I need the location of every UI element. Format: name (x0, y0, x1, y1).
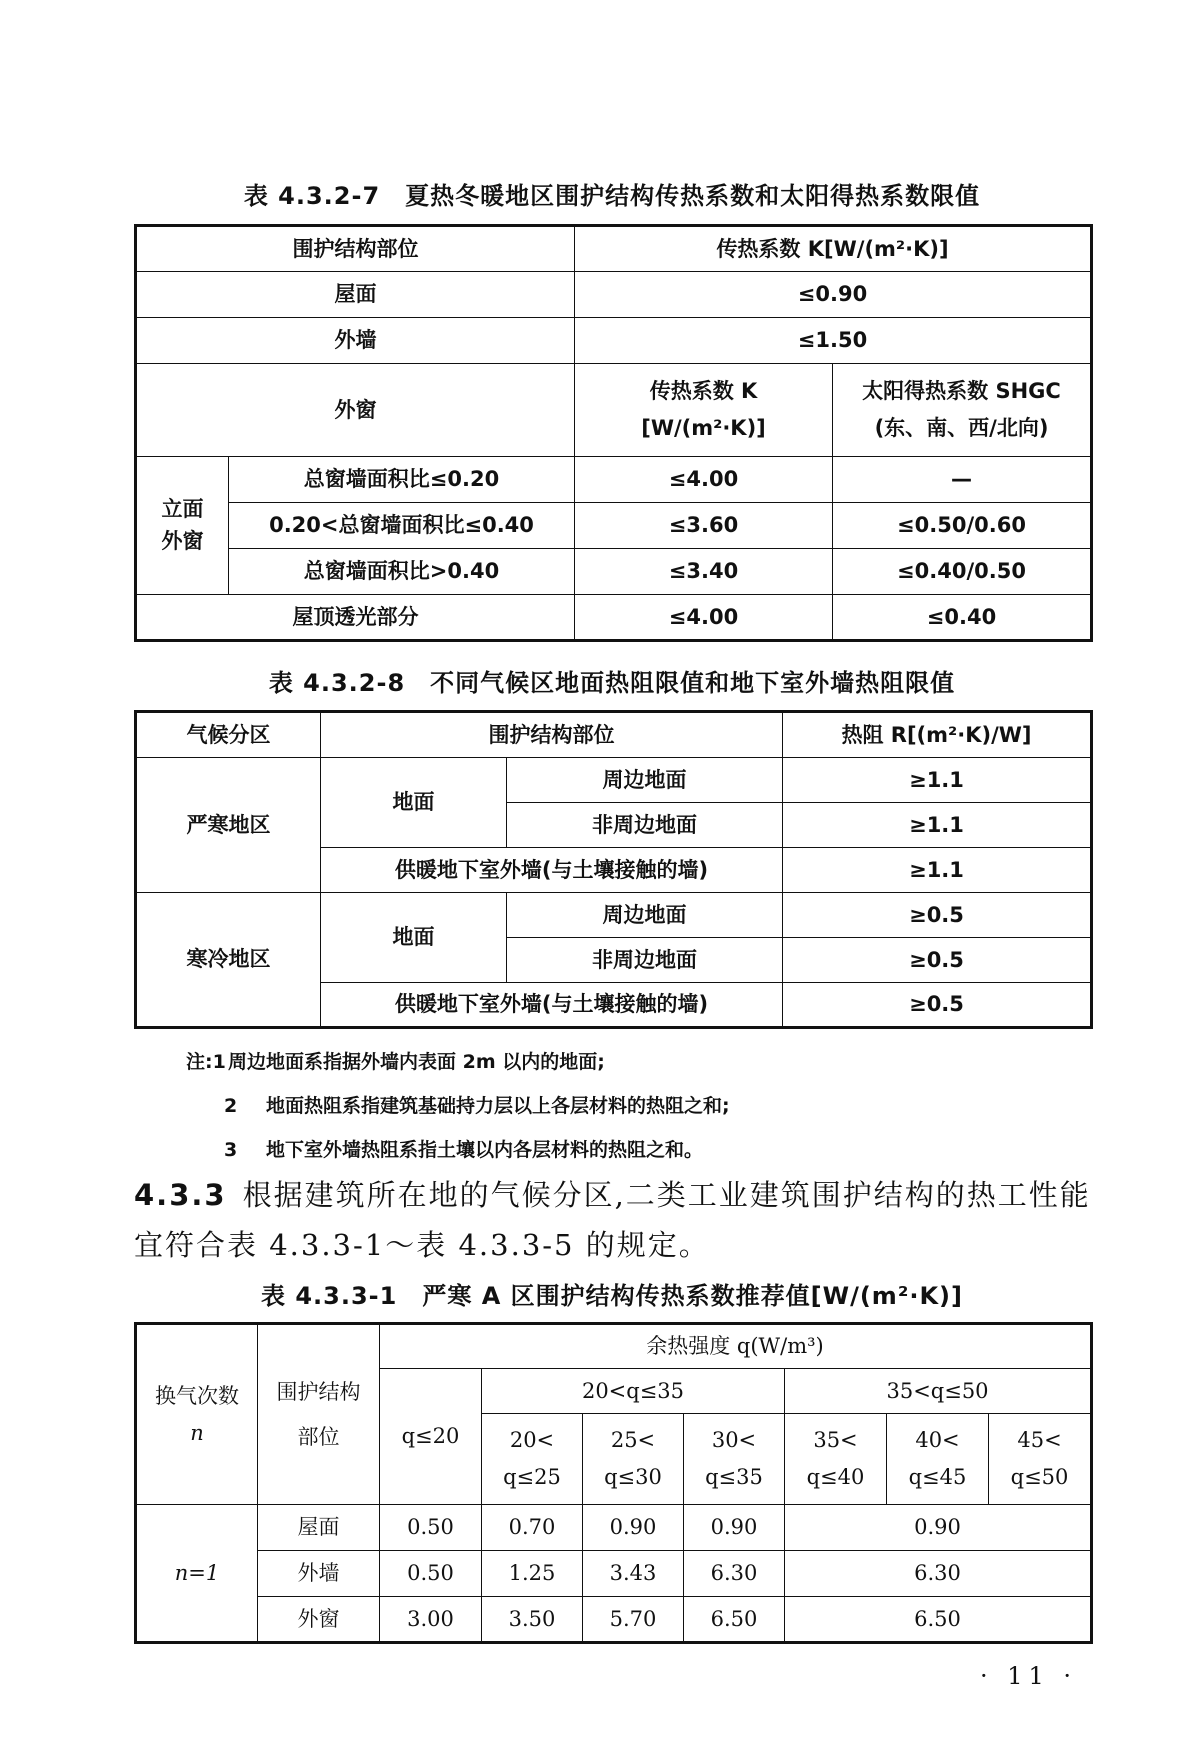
clause-4-3-3 (134, 1170, 1094, 1270)
part-label: 外窗 (258, 1597, 380, 1643)
basement-r: ≥1.1 (783, 848, 1092, 893)
window-label: 外窗 (136, 364, 575, 457)
basement-label: 供暖地下室外墙(与土壤接触的墙) (321, 848, 783, 893)
table-4-3-2-7 (134, 224, 1093, 642)
perimeter-label: 周边地面 (507, 893, 783, 938)
wall-value: ≤1.50 (575, 318, 1092, 364)
table-4-3-2-8 (134, 710, 1093, 1029)
header-sub-range: 40< q≤45 (887, 1414, 989, 1505)
basement-r: ≥0.5 (783, 983, 1092, 1028)
ratio-row-label: 总窗墙面积比>0.40 (229, 549, 575, 595)
window-k-header: 传热系数 K [W/(m²·K)] (575, 364, 833, 457)
value-cell: 0.50 (380, 1551, 482, 1597)
ratio-row-label: 总窗墙面积比≤0.20 (229, 457, 575, 503)
basement-label: 供暖地下室外墙(与土壤接触的墙) (321, 983, 783, 1028)
value-cell: 3.50 (482, 1597, 583, 1643)
header-sub-range: 35< q≤40 (785, 1414, 887, 1505)
header-part: 围护结构部位 (321, 712, 783, 758)
ratio-row-shgc: ≤0.50/0.60 (833, 503, 1092, 549)
value-cell: 6.30 (684, 1551, 785, 1597)
header-sub-range: 20< q≤25 (482, 1414, 583, 1505)
header-group2: 35<q≤50 (785, 1369, 1092, 1414)
zone-label: 严寒地区 (136, 758, 321, 893)
value-cell: 3.43 (583, 1551, 684, 1597)
facade-window-label: 立面外窗 (136, 457, 229, 595)
nonperimeter-r: ≥1.1 (783, 803, 1092, 848)
ratio-row-label: 0.20<总窗墙面积比≤0.40 (229, 503, 575, 549)
merged-value-cell: 6.50 (785, 1597, 1092, 1643)
header-part: 围护结构部位 (258, 1324, 380, 1505)
wall-label: 外墙 (136, 318, 575, 364)
table3-caption: 表 4.3.3-1 严寒 A 区围护结构传热系数推荐值[W/(m²·K)] (261, 1282, 963, 1310)
perimeter-r: ≥1.1 (783, 758, 1092, 803)
ratio-row-k: ≤3.60 (575, 503, 833, 549)
page-number: · 11 · (980, 1662, 1078, 1690)
value-cell: 1.25 (482, 1551, 583, 1597)
ground-label: 地面 (321, 893, 507, 983)
nonperimeter-label: 非周边地面 (507, 803, 783, 848)
header-q20: q≤20 (380, 1369, 482, 1505)
value-cell: 0.50 (380, 1505, 482, 1551)
zone-label: 寒冷地区 (136, 893, 321, 1028)
ratio-row-shgc: ≤0.40/0.50 (833, 549, 1092, 595)
table2-notes (186, 1040, 730, 1172)
note-item: 注:1 周边地面系指据外墙内表面 2m 以内的地面; (186, 1051, 605, 1073)
perimeter-r: ≥0.5 (783, 893, 1092, 938)
value-cell: 5.70 (583, 1597, 684, 1643)
header-sub-range: 25< q≤30 (583, 1414, 684, 1505)
header-k: 传热系数 K[W/(m²·K)] (575, 226, 1092, 272)
part-label: 外墙 (258, 1551, 380, 1597)
value-cell: 0.70 (482, 1505, 583, 1551)
header-zone: 气候分区 (136, 712, 321, 758)
ratio-row-shgc: — (833, 457, 1092, 503)
header-air-change: 换气次数 n (136, 1324, 258, 1505)
note-item: 3 地下室外墙热阻系指土壤以内各层材料的热阻之和。 (224, 1139, 704, 1161)
clause-text: 根据建筑所在地的气候分区,二类工业建筑围护结构的热工性能宜符合表 4.3.3-1～表 4.3.3-5 的规定。 (134, 1178, 1091, 1262)
roof-value: ≤0.90 (575, 272, 1092, 318)
ratio-row-k: ≤4.00 (575, 457, 833, 503)
window-shgc-header: 太阳得热系数 SHGC (东、南、西/北向) (833, 364, 1092, 457)
air-change-value: n=1 (136, 1505, 258, 1643)
ground-label: 地面 (321, 758, 507, 848)
table2-caption: 表 4.3.2-8 不同气候区地面热阻限值和地下室外墙热阻限值 (268, 669, 956, 697)
merged-value-cell: 6.30 (785, 1551, 1092, 1597)
header-sub-range: 30< q≤35 (684, 1414, 785, 1505)
roof-label: 屋面 (136, 272, 575, 318)
table1-caption: 表 4.3.2-7 夏热冬暖地区围护结构传热系数和太阳得热系数限值 (243, 182, 981, 210)
nonperimeter-r: ≥0.5 (783, 938, 1092, 983)
value-cell: 6.50 (684, 1597, 785, 1643)
header-r: 热阻 R[(m²·K)/W] (783, 712, 1092, 758)
header-sub-range: 45< q≤50 (989, 1414, 1092, 1505)
perimeter-label: 周边地面 (507, 758, 783, 803)
header-group1: 20<q≤35 (482, 1369, 785, 1414)
nonperimeter-label: 非周边地面 (507, 938, 783, 983)
value-cell: 3.00 (380, 1597, 482, 1643)
value-cell: 0.90 (583, 1505, 684, 1551)
header-part: 围护结构部位 (136, 226, 575, 272)
value-cell: 0.90 (684, 1505, 785, 1551)
ratio-row-k: ≤3.40 (575, 549, 833, 595)
skylight-shgc: ≤0.40 (833, 595, 1092, 641)
skylight-label: 屋顶透光部分 (136, 595, 575, 641)
part-label: 屋面 (258, 1505, 380, 1551)
merged-value-cell: 0.90 (785, 1505, 1092, 1551)
skylight-k: ≤4.00 (575, 595, 833, 641)
clause-number: 4.3.3 (134, 1178, 227, 1212)
header-heat-intensity: 余热强度 q(W/m³) (380, 1324, 1092, 1369)
note-item: 2 地面热阻系指建筑基础持力层以上各层材料的热阻之和; (224, 1095, 730, 1117)
table-4-3-3-1 (134, 1322, 1093, 1644)
